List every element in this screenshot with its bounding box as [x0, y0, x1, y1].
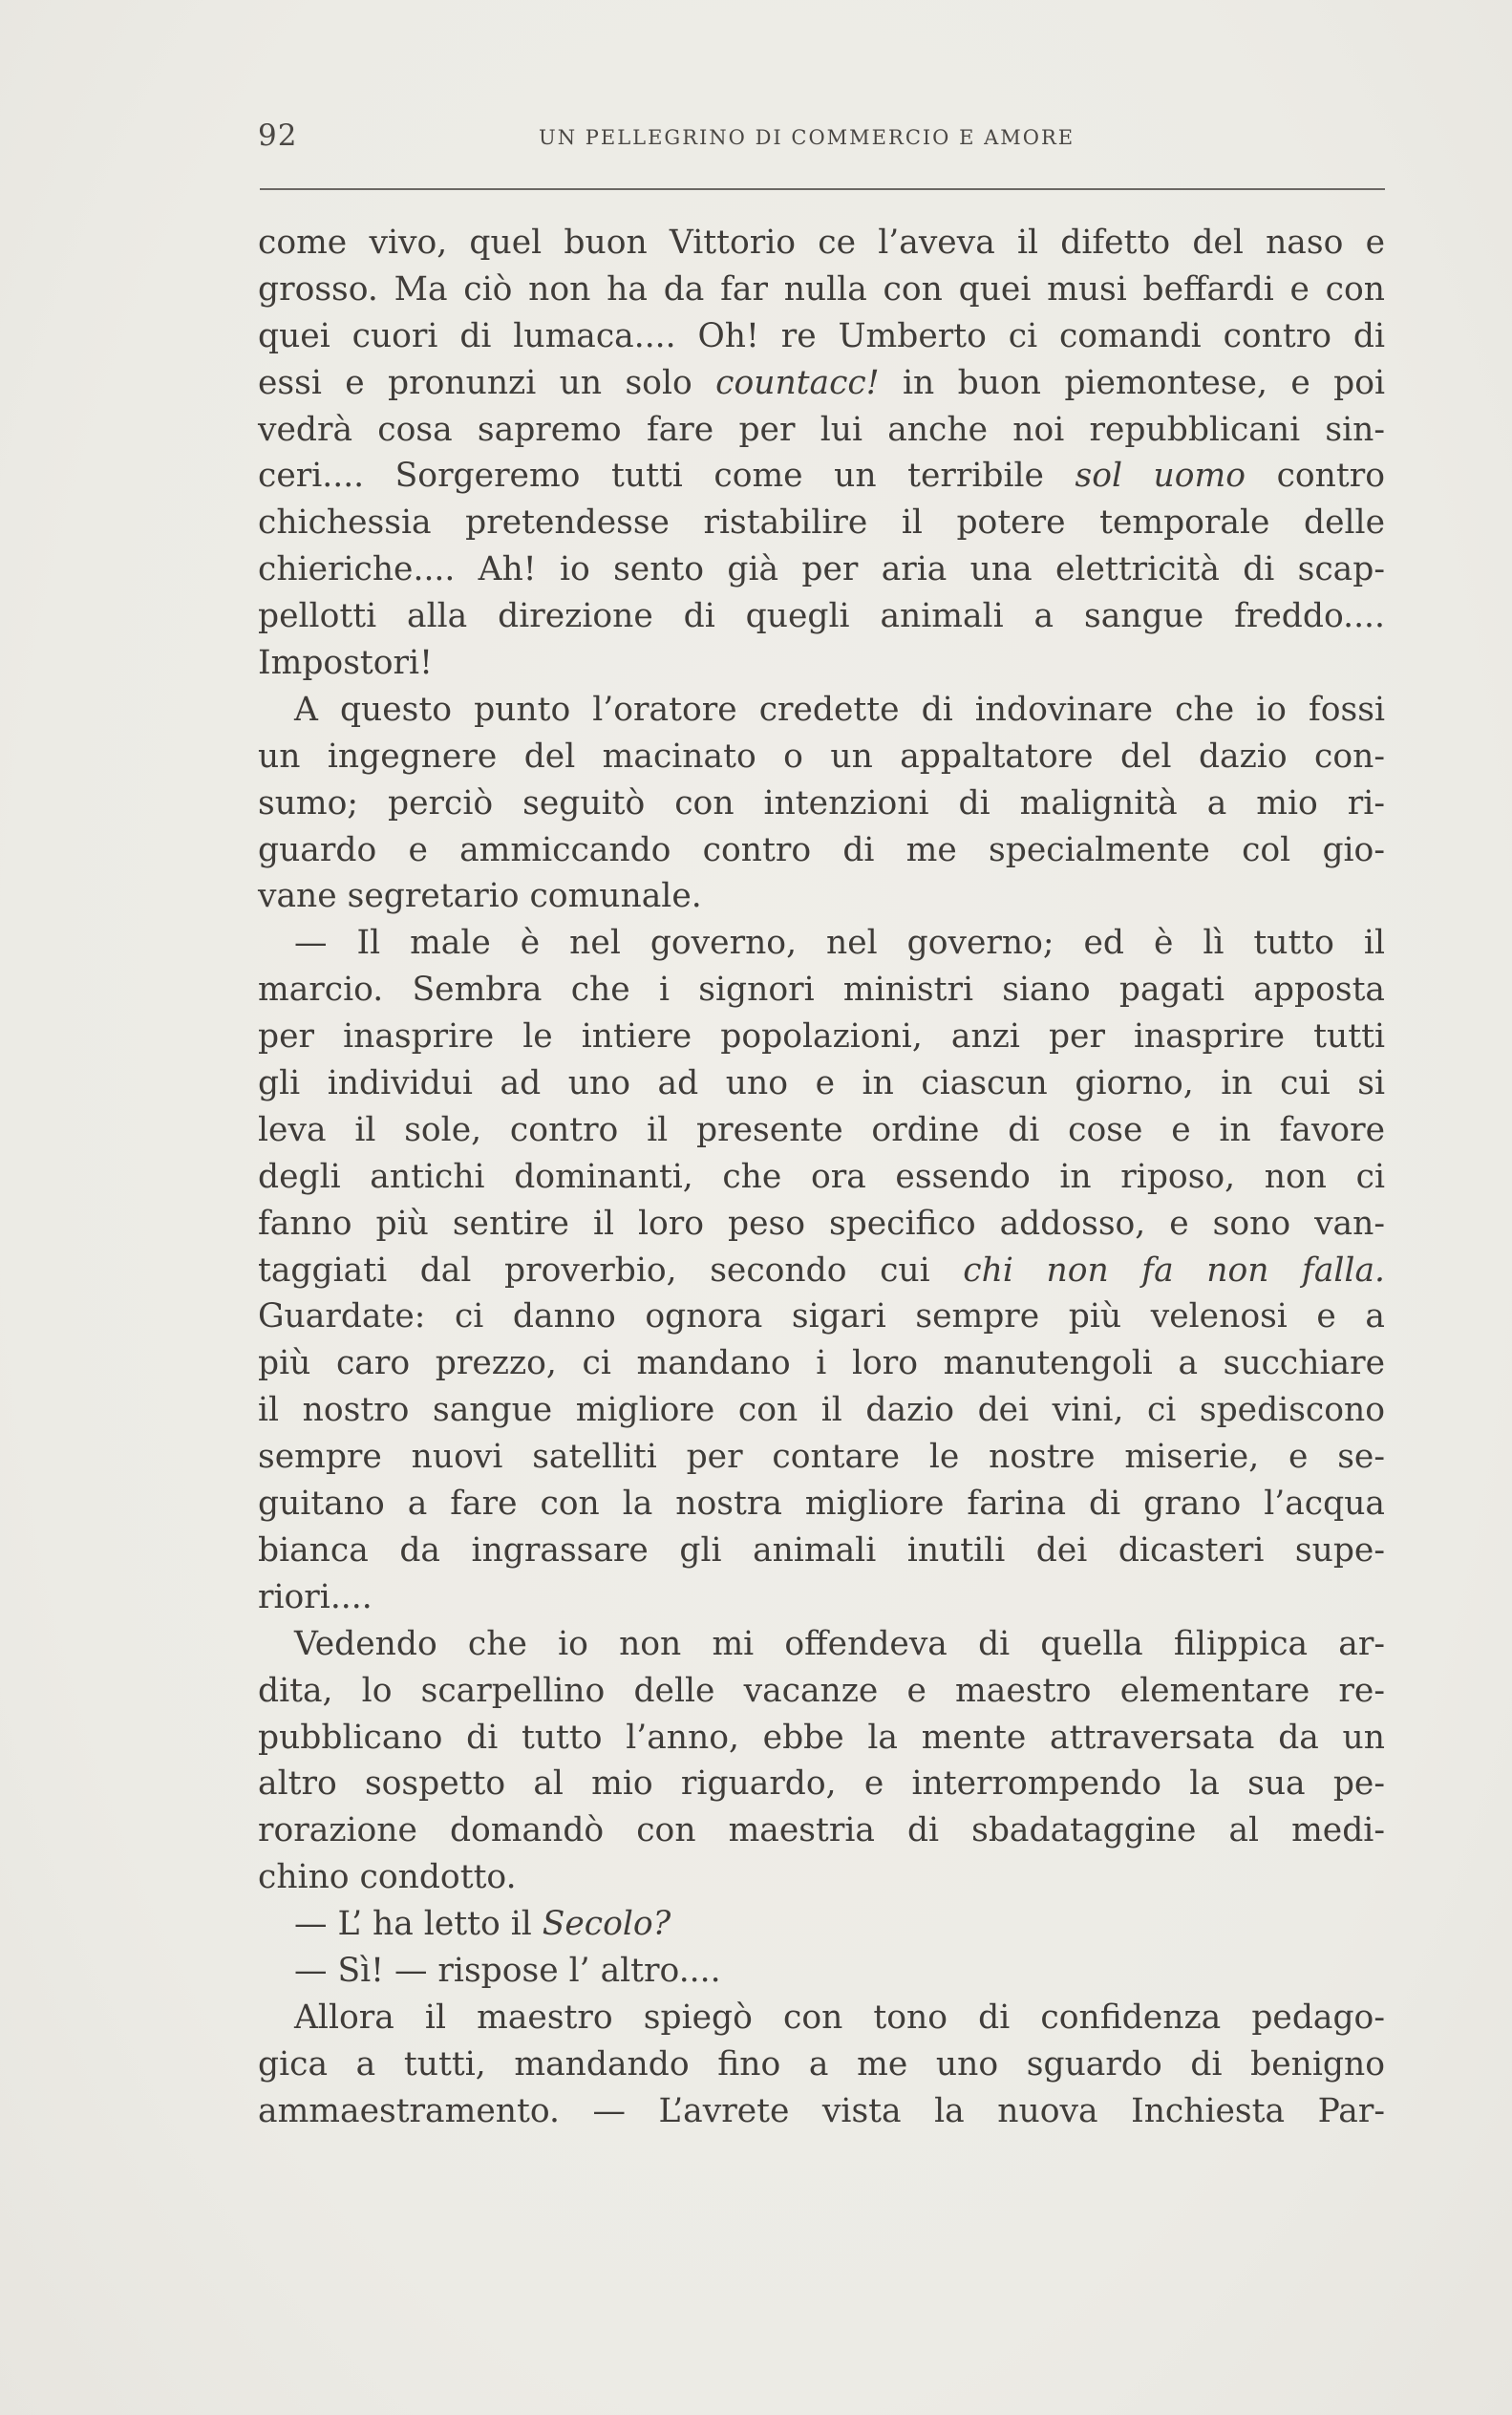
text-line: guitano a fare con la nostra migliore farina di grano l’acqua [258, 1485, 1385, 1524]
text-line: essi e pronunzi un solo countacc! in buon piemontese, e poi [258, 363, 1386, 402]
text-line: Impostori! [258, 644, 433, 683]
text-line: dita, lo scarpellino delle vacanze e maestro elementare re- [258, 1671, 1385, 1710]
text-line: chieriche.... Ah! io sento già per aria una elettricità di scap- [258, 550, 1385, 589]
text-line: marcio. Sembra che i signori ministri siano pagati apposta [258, 971, 1385, 1010]
text-line: — Sì! — rispose l’ altro.... [294, 1951, 721, 1990]
text-line: quei cuori di lumaca.... Oh! re Umberto ci comandi contro di [258, 316, 1385, 355]
text-line: vane segretario comunale. [258, 877, 702, 916]
text-line: bianca da ingrassare gli animali inutili dei dicasteri supe- [258, 1530, 1385, 1570]
text-line: degli antichi dominanti, che ora essendo in riposo, non ci [258, 1157, 1385, 1196]
text-line: come vivo, quel buon Vittorio ce l’aveva il difetto del naso e [258, 224, 1385, 262]
text-line: chino condotto. [258, 1858, 517, 1897]
text-line: fanno più sentire il loro peso specifico addosso, e sono van- [258, 1204, 1385, 1243]
text-line: altro sospetto al mio riguardo, e interrompendo la sua pe- [258, 1764, 1385, 1804]
text-line: Vedendo che io non mi offendeva di quella filippica ar- [294, 1624, 1385, 1663]
text-line: per inasprire le intiere popolazioni, anzi per inasprire tutti [258, 1017, 1385, 1057]
text-line: grosso. Ma ciò non ha da far nulla con quei musi beffardi e con [258, 269, 1385, 309]
text-line: ceri.... Sorgeremo tutti come un terribile sol uomo contro [258, 457, 1386, 496]
text-line: rorazione domandò con maestria di sbadataggine al medi- [258, 1811, 1385, 1850]
text-line: sempre nuovi satelliti per contare le nostre miserie, e se- [258, 1438, 1385, 1477]
text-line: A questo punto l’oratore credette di indovinare che io fossi [294, 690, 1385, 729]
text-line: sumo; perciò seguitò con intenzioni di malignità a mio ri- [258, 783, 1385, 823]
text-line: — L’ ha letto il Secolo? [294, 1905, 671, 1944]
italic-phrase: sol uomo [1075, 457, 1246, 496]
italic-proverb: chi non fa non falla. [963, 1250, 1385, 1290]
text-line: leva il sole, contro il presente ordine di cose e in favore [258, 1110, 1385, 1149]
text-line: vedrà cosa sapremo fare per lui anche noi repubblicani sin- [258, 410, 1385, 449]
text-line: Allora il maestro spiegò con tono di confidenza pedago- [294, 1998, 1385, 2037]
text-line: taggiati dal proverbio, secondo cui chi non fa non falla. [258, 1250, 1385, 1290]
text-line: ammaestramento. — L’avrete vista la nuova Inchiesta Par- [258, 2091, 1385, 2130]
text-line: — Il male è nel governo, nel governo; ed è lì tutto il [294, 924, 1385, 963]
text-line: pellotti alla direzione di quegli animali a sangue freddo.... [258, 597, 1385, 636]
italic-word: countacc! [715, 363, 880, 402]
text-line: pubblicano di tutto l’anno, ebbe la mente attraversata da un [258, 1718, 1385, 1757]
text-line: riori.... [258, 1577, 373, 1616]
header-rule [260, 188, 1385, 190]
text-line: il nostro sangue migliore con il dazio dei vini, ci spediscono [258, 1391, 1385, 1430]
page-number: 92 [258, 118, 298, 153]
text-line: chichessia pretendesse ristabilire il potere temporale delle [258, 503, 1385, 543]
text-line: gli individui ad uno ad uno e in ciascun giorno, in cui si [258, 1064, 1385, 1103]
text-line: guardo e ammiccando contro di me specialmente col gio- [258, 830, 1385, 869]
running-title: UN PELLEGRINO DI COMMERCIO E AMORE [539, 126, 1075, 149]
text-line: Guardate: ci danno ognora sigari sempre più velenosi e a [258, 1297, 1385, 1336]
italic-title: Secolo? [542, 1905, 671, 1944]
text-line: gica a tutti, mandando fino a me uno sguardo di benigno [258, 2044, 1385, 2084]
body-text [258, 220, 1385, 2135]
text-line: più caro prezzo, ci mandano i loro manutengoli a succhiare [258, 1344, 1385, 1383]
text-line: un ingegnere del macinato o un appaltatore del dazio con- [258, 737, 1385, 776]
page-header [258, 118, 1385, 157]
